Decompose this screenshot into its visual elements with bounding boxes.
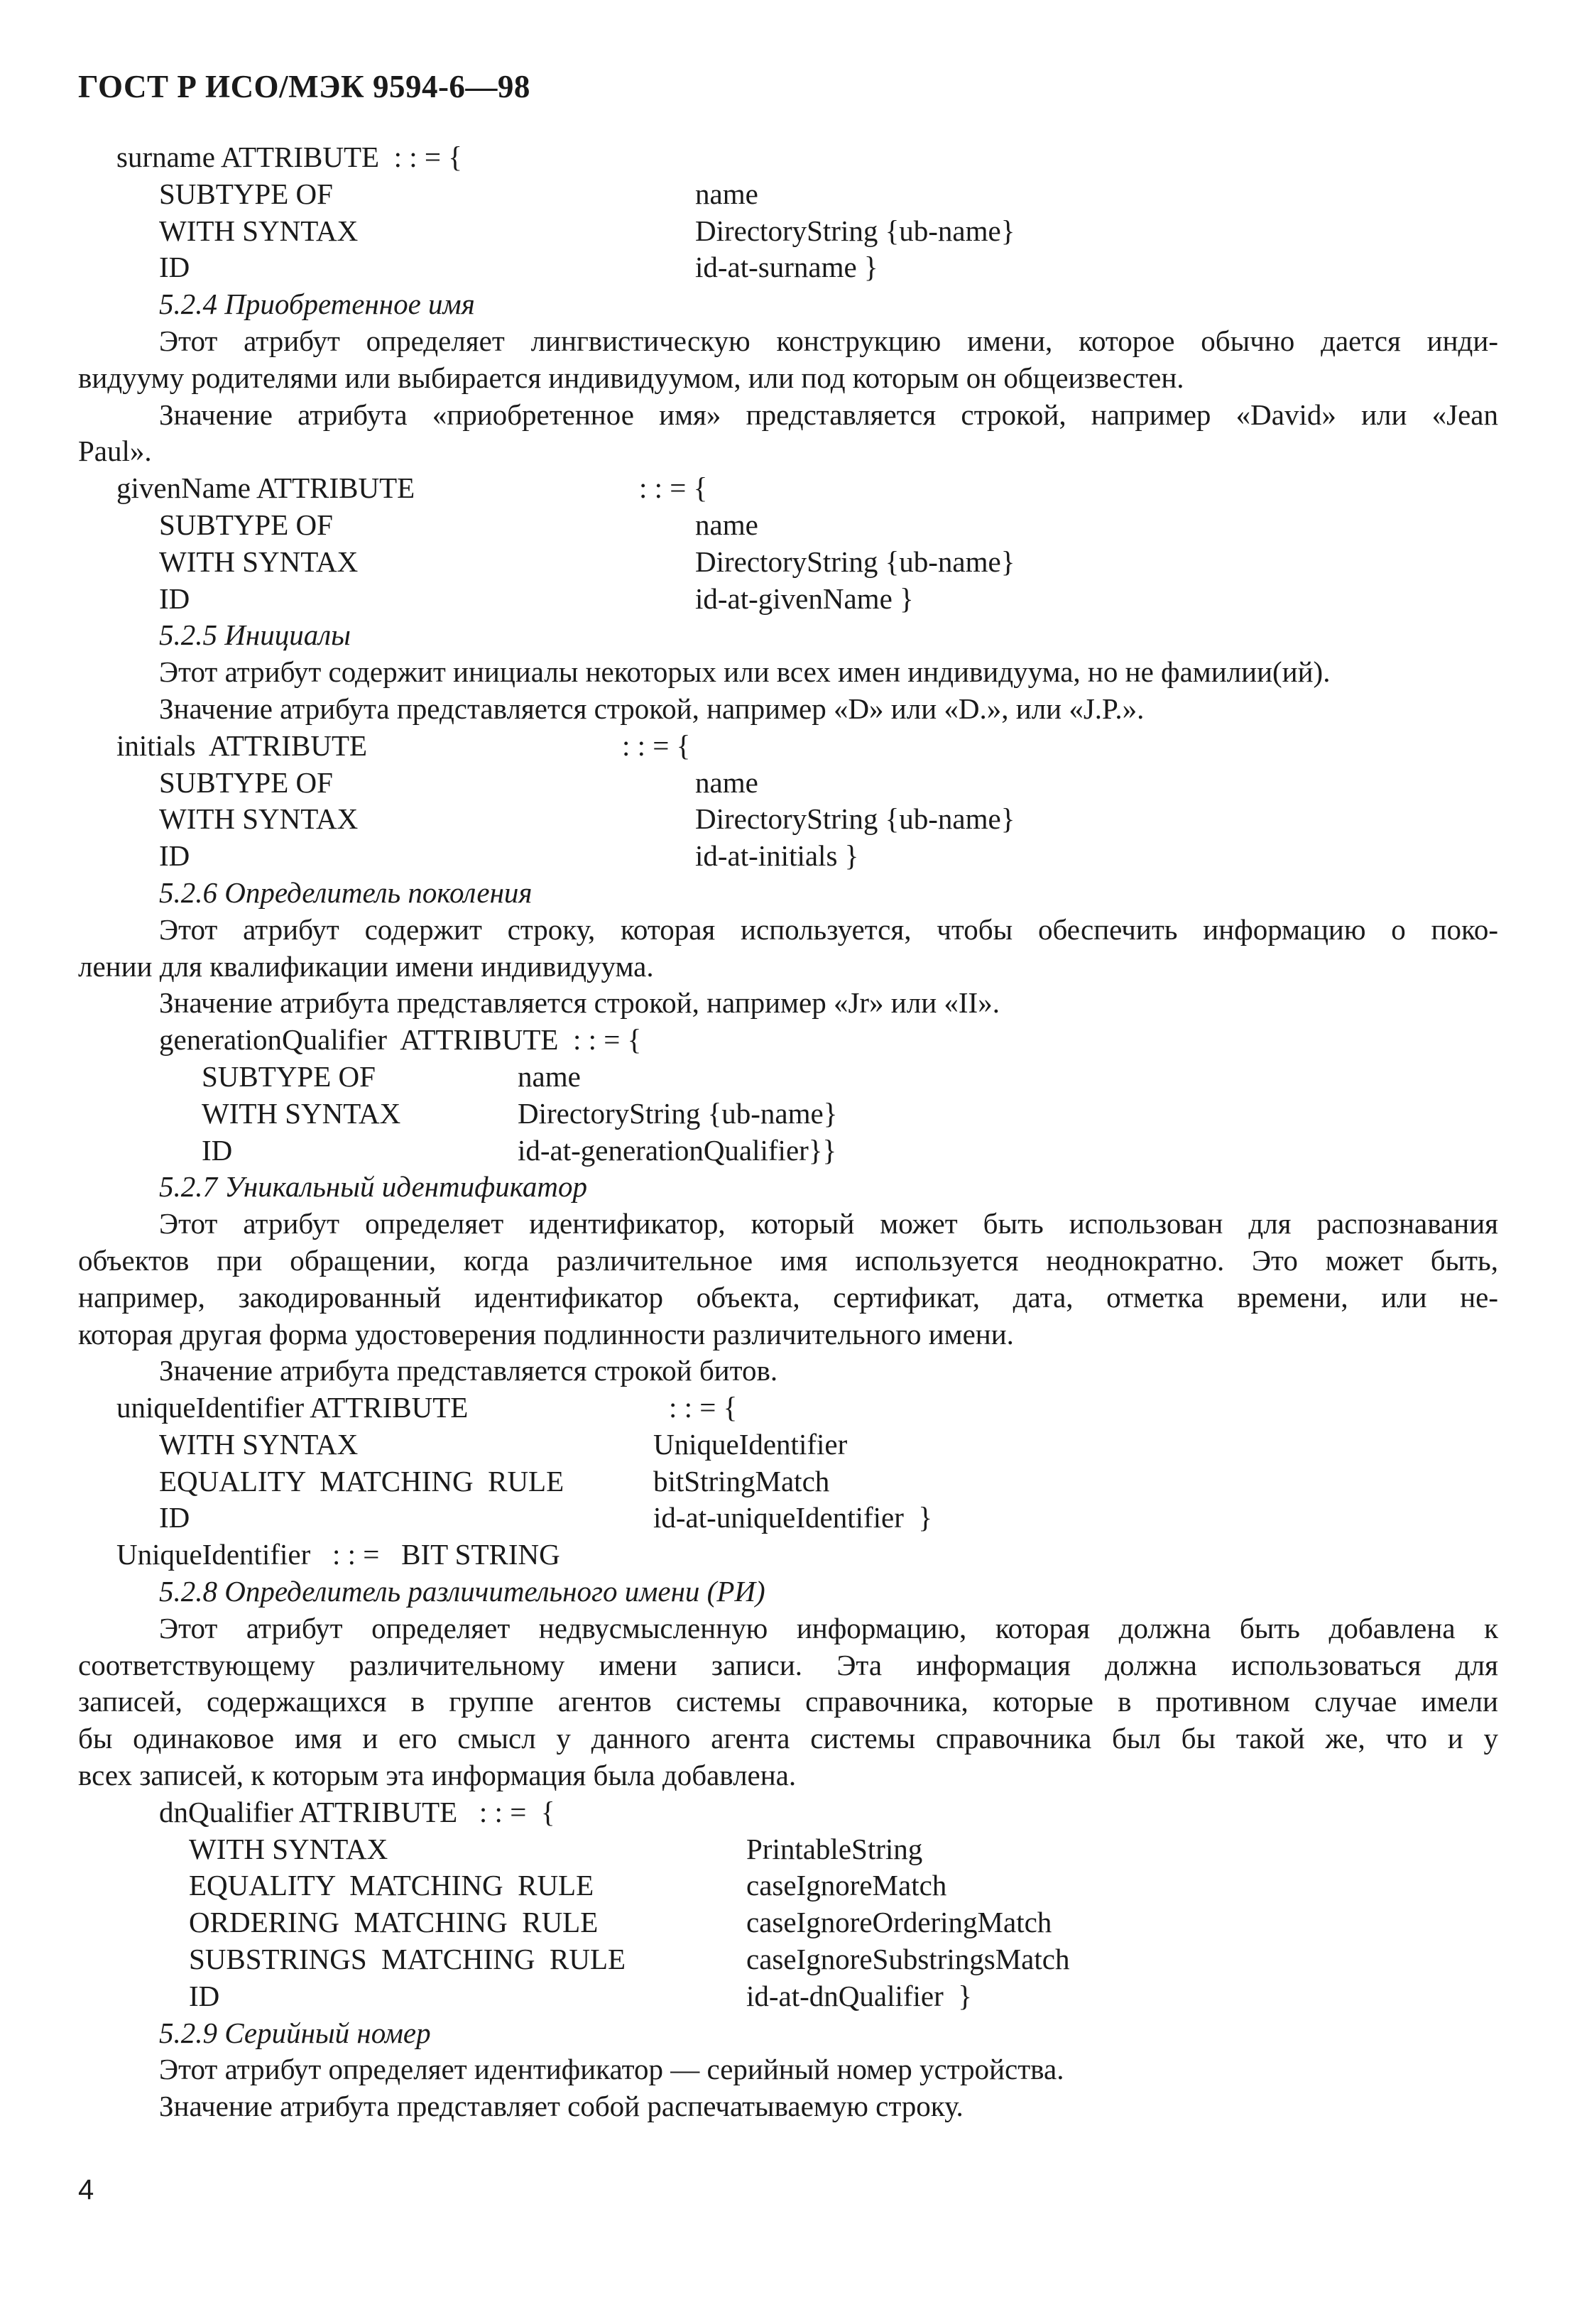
paragraph-line: Этот атрибут определяет недвусмысленную информацию, которая должна быть добавлена к xyxy=(159,1611,1498,1644)
paragraph-line: Значение атрибута представляет собой распечатываемую строку. xyxy=(159,2090,964,2123)
asn-declaration: initials ATTRIBUTE : : = { xyxy=(116,729,691,762)
paragraph-line: соответствующему различительному имени записи. Эта информация должна использоваться для xyxy=(78,1648,1498,1681)
asn-row: EQUALITY MATCHING RULE caseIgnoreMatch xyxy=(189,1869,947,1902)
asn-row: SUBTYPE OF name xyxy=(202,1059,581,1093)
asn-row: ID id-at-surname } xyxy=(159,251,878,284)
asn-row: ORDERING MATCHING RULE caseIgnoreOrderingMatch xyxy=(189,1906,1052,1939)
page-content xyxy=(78,139,1498,2125)
paragraph-line: бы одинаковое имя и его смысл у данного агента системы справочника был бы такой же, что и у xyxy=(78,1722,1498,1755)
section-heading: 5.2.9 Серийный номер xyxy=(159,2016,431,2049)
paragraph-line: Значение атрибута представляется строкой битов. xyxy=(159,1354,778,1387)
asn-row: SUBTYPE OF name xyxy=(159,508,758,541)
section-heading: 5.2.5 Инициалы xyxy=(159,618,351,652)
section-heading: 5.2.4 Приобретенное имя xyxy=(159,288,475,321)
paragraph-line: Этот атрибут содержит инициалы некоторых или всех имен индивидуума, но не фамилии(ий). xyxy=(159,655,1331,689)
asn-type-definition: UniqueIdentifier : : = BIT STRING xyxy=(116,1538,560,1571)
paragraph-line: например, закодированный идентификатор объекта, сертификат, дата, отметка времени, или не- xyxy=(78,1280,1498,1314)
paragraph-line: Значение атрибута «приобретенное имя» представляется строкой, например «David» или «Jean xyxy=(159,398,1498,431)
paragraph-line: Значение атрибута представляется строкой, например «D» или «D.», или «J.P.». xyxy=(159,692,1145,725)
asn-row: SUBTYPE OF name xyxy=(159,765,758,799)
asn-row: ID id-at-uniqueIdentifier } xyxy=(159,1501,933,1534)
section-heading: 5.2.7 Уникальный идентификатор xyxy=(159,1170,587,1204)
asn-row: WITH SYNTAX DirectoryString {ub-name} xyxy=(159,214,1015,247)
paragraph-line: Этот атрибут определяет идентификатор — серийный номер устройства. xyxy=(159,2053,1064,2086)
asn-declaration: surname ATTRIBUTE : : = { xyxy=(116,141,462,173)
section-heading: 5.2.8 Определитель различительного имени (РИ) xyxy=(159,1575,765,1608)
asn-declaration: generationQualifier ATTRIBUTE : : = { xyxy=(159,1023,642,1057)
asn-row: EQUALITY MATCHING RULE bitStringMatch xyxy=(159,1464,830,1497)
asn-row: WITH SYNTAX DirectoryString {ub-name} xyxy=(159,545,1015,578)
paragraph-line: Значение атрибута представляется строкой, например «Jr» или «II». xyxy=(159,986,1000,1020)
paragraph-line: Этот атрибут содержит строку, которая используется, чтобы обеспечить информацию о поко- xyxy=(159,912,1498,946)
paragraph-line: лении для квалификации имени индивидуума. xyxy=(78,949,654,983)
section-heading: 5.2.6 Определитель поколения xyxy=(159,875,533,909)
page-header: ГОСТ Р ИСО/МЭК 9594-6—98 xyxy=(78,69,530,104)
paragraph-line: которая другая форма удостоверения подлинности различительного имени. xyxy=(78,1317,1014,1351)
paragraph-line: объектов при обращении, когда различительное имя используется неоднократно. Это может быть, xyxy=(78,1243,1498,1277)
paragraph-line: Этот атрибут определяет идентификатор, который может быть использован для распознавания xyxy=(159,1207,1498,1240)
asn-row: SUBTYPE OF name xyxy=(159,177,758,210)
paragraph-line: Этот атрибут определяет лингвистическую конструкцию имени, которое обычно дается инди- xyxy=(159,324,1498,357)
paragraph-line: всех записей, к которым эта информация была добавлена. xyxy=(78,1759,797,1792)
asn-row: ID id-at-givenName } xyxy=(159,582,914,615)
page-number: 4 xyxy=(78,2174,94,2205)
asn-declaration: dnQualifier ATTRIBUTE : : = { xyxy=(159,1795,555,1828)
asn-row: WITH SYNTAX PrintableString xyxy=(189,1832,923,1865)
asn-row: WITH SYNTAX UniqueIdentifier xyxy=(159,1427,848,1461)
asn-row: ID id-at-initials } xyxy=(159,839,859,873)
asn-row: WITH SYNTAX DirectoryString {ub-name} xyxy=(159,802,1015,836)
paragraph-line: видууму родителями или выбирается индивидуумом, или под которым он общеизвестен. xyxy=(78,361,1184,394)
paragraph-line: Paul». xyxy=(78,435,152,468)
asn-row: WITH SYNTAX DirectoryString {ub-name} xyxy=(202,1096,838,1130)
asn-row: SUBSTRINGS MATCHING RULE caseIgnoreSubstringsMatch xyxy=(189,1943,1070,1976)
paragraph-line: записей, содержащихся в группе агентов системы справочника, которые в противном случае имели xyxy=(78,1685,1498,1718)
asn-declaration: givenName ATTRIBUTE : : = { xyxy=(116,471,708,505)
asn-declaration: uniqueIdentifier ATTRIBUTE : : = { xyxy=(116,1391,738,1424)
asn-row: ID id-at-dnQualifier } xyxy=(189,1979,972,2012)
asn-row: ID id-at-generationQualifier}} xyxy=(202,1133,837,1167)
